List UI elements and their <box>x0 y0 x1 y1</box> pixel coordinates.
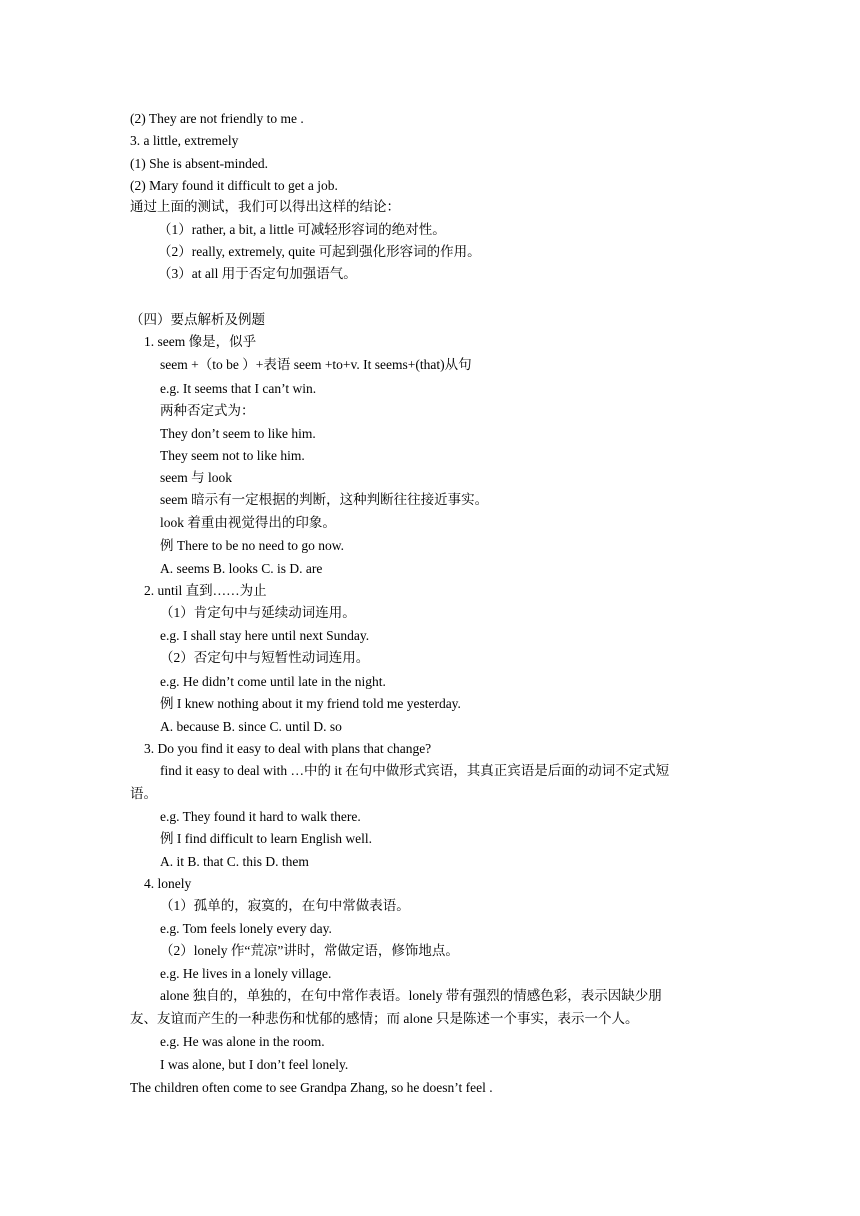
text-line: 2. until 直到……为止 <box>144 583 267 598</box>
text-line: 3. a little, extremely <box>130 133 239 148</box>
text-line: (2) Mary found it difficult to get a job. <box>130 178 338 193</box>
text-line: 例 I knew nothing about it my friend told me yesterday. <box>160 696 461 711</box>
text-line: find it easy to deal with …中的 it 在句中做形式宾语，其真正宾语是后面的动词不定式短 <box>160 763 670 778</box>
text-line: 通过上面的测试，我们可以得出这样的结论： <box>130 199 400 214</box>
text-line: 例 There to be no need to go now. <box>160 538 344 553</box>
text-line: 1. seem 像是，似乎 <box>144 334 257 349</box>
text-line: 例 I find difficult to learn English well. <box>160 831 372 846</box>
text-line: They seem not to like him. <box>160 448 305 463</box>
text-line: look 着重由视觉得出的印象。 <box>160 515 336 530</box>
text-line: 3. Do you find it easy to deal with plans that change? <box>144 741 432 756</box>
text-line: e.g. He didn’t come until late in the night. <box>160 674 386 689</box>
text-line: e.g. I shall stay here until next Sunday. <box>160 628 370 643</box>
text-line: e.g. He was alone in the room. <box>160 1034 325 1049</box>
text-line: A. because B. since C. until D. so <box>160 719 342 734</box>
text-line: A. seems B. looks C. is D. are <box>160 561 323 576</box>
text-line: 友、友谊而产生的一种悲伤和忧郁的感情；而 alone 只是陈述一个事实，表示一个人。 <box>130 1011 639 1026</box>
text-line: seem 与 look <box>160 470 232 485</box>
text-line: （2）否定句中与短暂性动词连用。 <box>160 650 370 665</box>
text-line: seem 暗示有一定根据的判断，这种判断往往接近事实。 <box>160 492 489 507</box>
text-line: (1) She is absent-minded. <box>130 156 268 171</box>
text-line: alone 独自的，单独的，在句中常作表语。lonely 带有强烈的情感色彩，表示因缺少朋 <box>160 988 662 1003</box>
text-line: seem +（to be ）+表语 seem +to+v. It seems+(that)从句 <box>160 357 472 372</box>
text-line: The children often come to see Grandpa Zhang, so he doesn’t feel . <box>130 1080 493 1095</box>
text-line: e.g. They found it hard to walk there. <box>160 809 361 824</box>
text-line: （3）at all 用于否定句加强语气。 <box>158 266 357 281</box>
text-line: A. it B. that C. this D. them <box>160 854 309 869</box>
text-line: (2) They are not friendly to me . <box>130 111 304 126</box>
text-line: 语。 <box>130 786 157 801</box>
text-line: （1）孤单的，寂寞的，在句中常做表语。 <box>160 898 410 913</box>
text-line: （1）rather, a bit, a little 可减轻形容词的绝对性。 <box>158 222 446 237</box>
text-line: e.g. He lives in a lonely village. <box>160 966 332 981</box>
text-line: I was alone, but I don’t feel lonely. <box>160 1057 349 1072</box>
text-line: e.g. Tom feels lonely every day. <box>160 921 332 936</box>
text-line: e.g. It seems that I can’t win. <box>160 381 317 396</box>
text-line: （2）really, extremely, quite 可起到强化形容词的作用。 <box>158 244 481 259</box>
text-line: （1）肯定句中与延续动词连用。 <box>160 605 356 620</box>
text-line: （2）lonely 作“荒凉”讲时，常做定语，修饰地点。 <box>160 943 459 958</box>
text-line: 4. lonely <box>144 876 192 891</box>
text-line: 两种否定式为： <box>160 403 255 418</box>
text-line: They don’t seem to like him. <box>160 426 316 441</box>
section-heading: （四）要点解析及例题 <box>130 312 265 327</box>
